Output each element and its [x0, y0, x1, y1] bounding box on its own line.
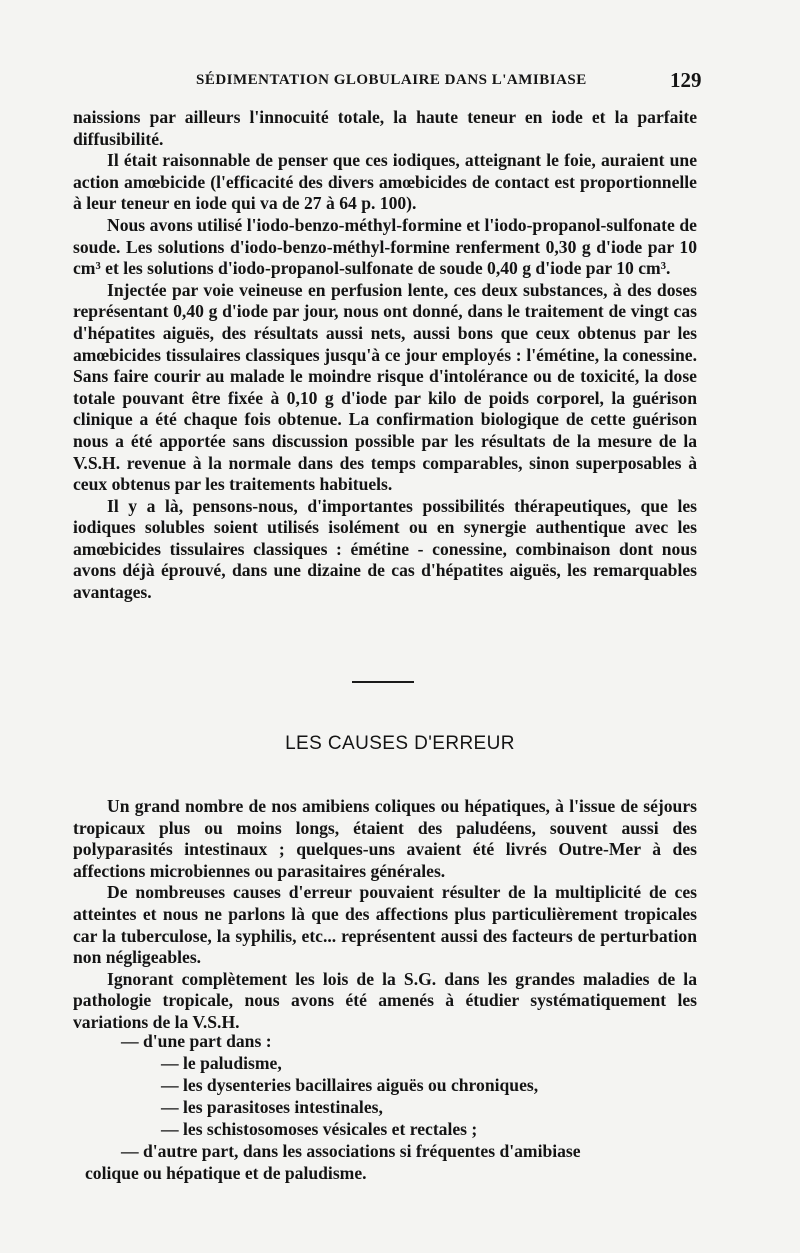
body-text-bottom	[73, 796, 697, 1034]
paragraph: Ignorant complètement les lois de la S.G. dans les grandes maladies de la pathologie tropicale, nous avons été amenés à étudier systématiquement les variations de la V.S.H.	[73, 968, 697, 1032]
paragraph: Il y a là, pensons-nous, d'importantes possibilités thérapeutiques, que les iodiques solubles soient utilisés isolément ou en synergie authentique avec les amœbicides tissulaires classiques : émétine - conessine, combinaison dont nous avons déjà éprouvé, dans une dizaine de cas d'hépatites aiguës, les remarquables avantages.	[73, 495, 697, 603]
list-item: — les schistosomoses vésicales et rectales ;	[161, 1119, 478, 1139]
page-number: 129	[670, 68, 702, 92]
paragraph: Il était raisonnable de penser que ces iodiques, atteignant le foie, auraient une action amœbicide (l'efficacité des divers amœbicides de contact est proportionnelle à leur teneur en iode qui va de 27 à 64 p. 100).	[73, 150, 697, 214]
list-item: — le paludisme,	[161, 1053, 282, 1073]
list-item: — d'autre part, dans les associations si fréquentes d'amibiase	[121, 1141, 581, 1161]
list-item: — d'une part dans :	[121, 1031, 272, 1051]
paragraph: naissions par ailleurs l'innocuité totale, la haute teneur en iode et la parfaite diffusibilité.	[73, 107, 697, 149]
section-divider	[352, 681, 414, 683]
list-item: colique ou hépatique et de paludisme.	[85, 1163, 367, 1183]
body-text-top	[73, 107, 697, 604]
list-item: — les dysenteries bacillaires aiguës ou chroniques,	[161, 1075, 539, 1095]
running-head: SÉDIMENTATION GLOBULAIRE DANS L'AMIBIASE	[196, 72, 587, 88]
paragraph: Un grand nombre de nos amibiens coliques ou hépatiques, à l'issue de séjours tropicaux plus ou moins longs, étaient des paludéens, souvent aussi des polyparasités intestinaux ; quelques-uns avaient été livrés Outre-Mer à des affections microbiennes ou parasitaires générales.	[73, 796, 697, 881]
paragraph: Nous avons utilisé l'iodo-benzo-méthyl-formine et l'iodo-propanol-sulfonate de soude. Les solutions d'iodo-benzo-méthyl-formine renferment 0,30 g d'iode par 10 cm³ et les solutions d'iodo-propanol-sulfonate de soude 0,40 g d'iode par 10 cm³.	[73, 214, 697, 279]
paragraph: De nombreuses causes d'erreur pouvaient résulter de la multiplicité de ces atteintes et nous ne parlons là que des affections plus particulièrement tropicales car la tuberculose, la syphilis, etc... représentent aussi des facteurs de perturbation non négligeables.	[73, 882, 697, 968]
list-item: — les parasitoses intestinales,	[161, 1097, 383, 1117]
section-title: LES CAUSES D'ERREUR	[285, 733, 515, 754]
paragraph: Injectée par voie veineuse en perfusion lente, ces deux substances, à des doses représentant 0,40 g d'iode par jour, nous ont donné, dans le traitement de vingt cas d'hépatites aiguës, des résultats aussi nets, aussi bons que ceux obtenus par les amœbicides tissulaires classiques jusqu'à ce jour employés : l'émétine, la conessine. Sans faire courir au malade le moindre risque d'intolérance ou de toxicité, la dose totale pouvant être fixée à 0,10 g d'iode par kilo de poids corporel, la guérison clinique a été chaque fois obtenue. La confirmation biologique de cette guérison nous a été apportée sans discussion possible par les résultats de la mesure de la V.S.H. revenue à la normale dans des temps comparables, sinon superposables à ceux obtenus par les traitements habituels.	[73, 279, 697, 495]
